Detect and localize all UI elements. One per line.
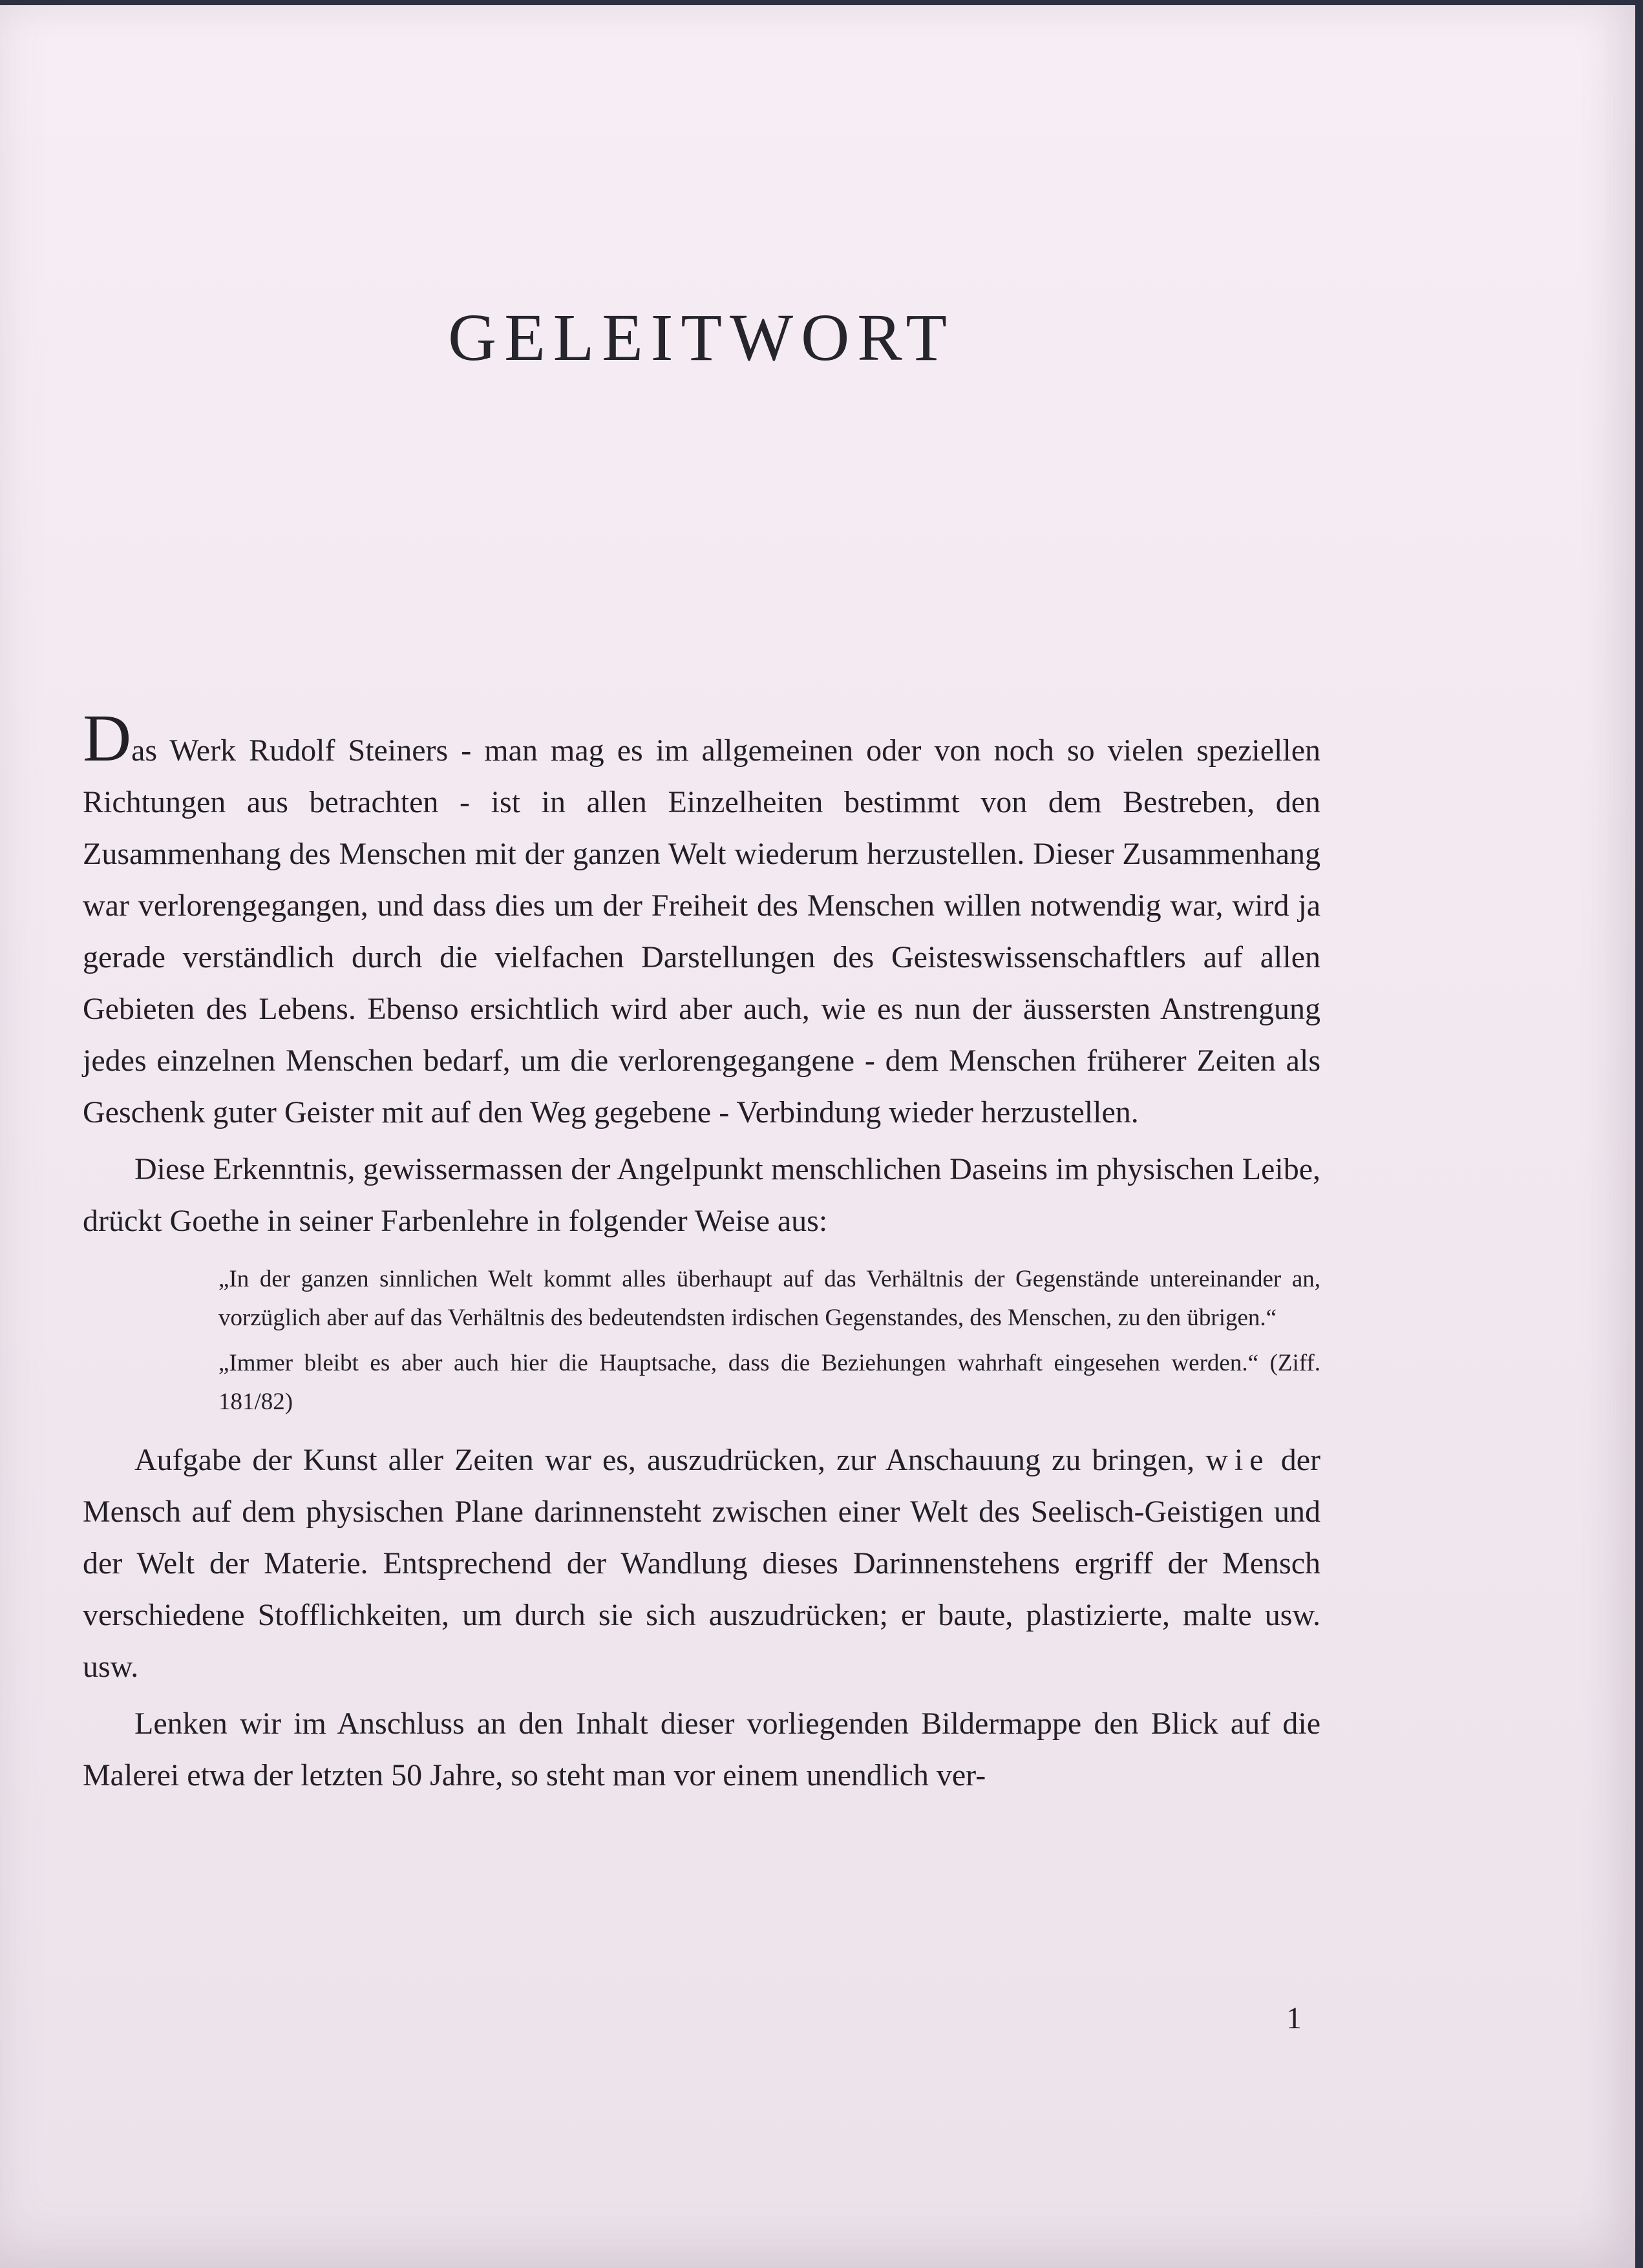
paragraph-3-emphasis: wie <box>1205 1443 1270 1477</box>
book-page <box>0 5 1635 2268</box>
dropcap: D <box>83 701 132 775</box>
paragraph-4: Lenken wir im Anschluss an den Inhalt dieser vorliegenden Bildermappe den Blick auf die Malerei etwa der letzten 50 Jahre, so steht man vor einem unendlich ver- <box>83 1706 1320 1792</box>
goethe-quote-1: „In der ganzen sinnlichen Welt kommt alles überhaupt auf das Verhältnis der Gegenstände untereinander an, vorzüglich aber auf das Verhältnis des bedeutendsten irdischen Gegenstandes, des Menschen, zu den übrigen.“ <box>218 1266 1320 1331</box>
body-text <box>83 701 1321 1801</box>
paragraph-1-text: as Werk Rudolf Steiners - man mag es im allgemeinen oder von noch so vielen speziellen Richtungen aus betrachten - ist in allen Einzelheiten bestimmt von dem Bestreben, den Zusammenhang des Menschen mit der ganzen Welt wiederum herzustellen. Dieser Zusammenhang war verlorengegangen, und dass dies um der Freiheit des Menschen willen notwendig war, wird ja gerade verständlich durch die vielfachen Darstellungen des Geisteswissenschaftlers auf allen Gebieten des Lebens. Ebenso ersichtlich wird aber auch, wie es nun der äussersten Anstrengung jedes einzelnen Menschen bedarf, um die verlorengegangene - dem Menschen früherer Zeiten als Geschenk guter Geister mit auf den Weg gegebene - Verbindung wieder herzustellen. <box>83 733 1320 1129</box>
paragraph-3-rest: der Mensch auf dem physischen Plane darinnensteht zwischen einer Welt des Seelisch-Geistigen und der Welt der Materie. Entsprechend der Wandlung dieses Darinnenstehens ergriff der Mensch verschiedene Stofflichkeiten, um durch sie sich auszudrücken; er baute, plastizierte, malte usw. usw. <box>83 1443 1321 1684</box>
page-number: 1 <box>1286 2001 1302 2035</box>
page-title: GELEITWORT <box>448 300 955 375</box>
paragraph-3-start: Aufgabe der Kunst aller Zeiten war es, auszudrücken, zur Anschauung zu bringen, <box>134 1443 1195 1477</box>
paragraph-3 <box>83 1434 1320 1693</box>
paragraph-1 <box>83 701 1320 1139</box>
paragraph-2: Diese Erkenntnis, gewissermassen der Angelpunkt menschlichen Daseins im physischen Leibe, drückt Goethe in seiner Farbenlehre in folgender Weise aus: <box>83 1152 1320 1238</box>
goethe-quote-2: „Immer bleibt es aber auch hier die Hauptsache, dass die Beziehungen wahrhaft eingesehen werden.“ (Ziff. 181/82) <box>218 1350 1320 1415</box>
